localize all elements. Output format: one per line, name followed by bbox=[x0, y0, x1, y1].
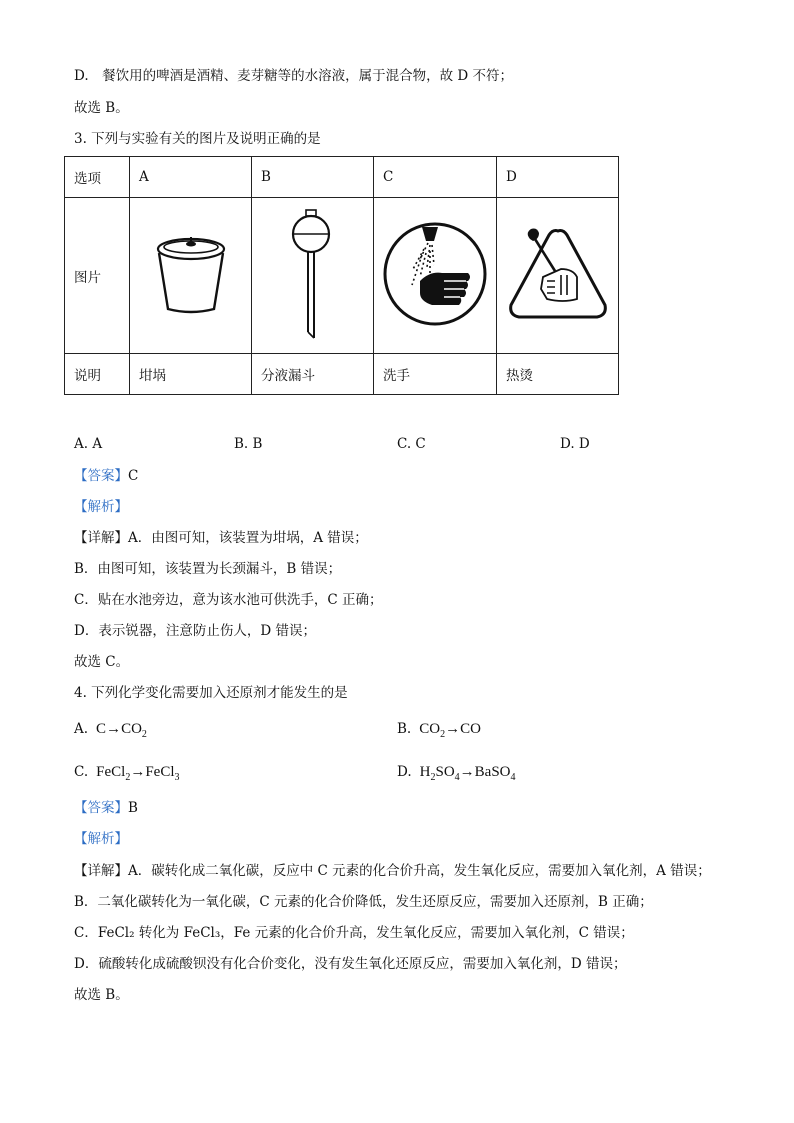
formula-subscript: 2 bbox=[125, 772, 131, 783]
q3-detail-line: C．贴在水池旁边，意为该水池可供洗手，C 正确； bbox=[74, 592, 383, 608]
hot-warning-icon bbox=[503, 219, 613, 329]
formula-from: H bbox=[419, 764, 431, 780]
hand-wash-icon bbox=[380, 219, 490, 329]
q3-stem: 3. 下列与实验有关的图片及说明正确的是 bbox=[74, 131, 321, 147]
option-label: A. bbox=[74, 721, 89, 737]
formula-subscript: 2 bbox=[430, 772, 436, 783]
q4-option-b bbox=[397, 720, 481, 744]
option-label: B. bbox=[397, 721, 412, 737]
q4-detail-line: D．硫酸转化成硫酸钡没有化合价变化，没有发生氧化还原反应，需要加入氧化剂，D 错误； bbox=[74, 956, 627, 972]
answer-label: 【答案】 bbox=[74, 468, 128, 484]
answer-value: C bbox=[128, 468, 139, 484]
formula-subscript: 2 bbox=[440, 729, 446, 740]
q3-choice-b: B. B bbox=[234, 436, 263, 452]
table-header-cell: C bbox=[374, 157, 497, 198]
q3-choice-c: C. C bbox=[397, 436, 426, 452]
funnel-icon bbox=[278, 204, 348, 344]
q4-option-d bbox=[397, 763, 516, 787]
formula-from: CO bbox=[419, 721, 441, 737]
formula-from: C bbox=[96, 721, 107, 737]
table-header-cell: 选项 bbox=[65, 157, 130, 198]
q3-answer bbox=[74, 467, 138, 485]
formula-to: CO bbox=[460, 721, 481, 737]
table-header-cell: B bbox=[252, 157, 374, 198]
crucible-icon bbox=[151, 229, 231, 319]
reaction-arrow: → bbox=[130, 764, 146, 780]
q4-option-a bbox=[74, 720, 147, 744]
q4-detail-line: C．FeCl₂ 转化为 FeCl₃，Fe 元素的化合价升高，发生氧化反应，需要加入氧化剂，C 错误； bbox=[74, 925, 634, 941]
q4-detail-line: B．二氧化碳转化为一氧化碳，C 元素的化合价降低，发生还原反应，需要加入还原剂，B 正确； bbox=[74, 894, 653, 910]
q4-option-c bbox=[74, 763, 180, 787]
formula-subscript: 3 bbox=[174, 772, 180, 783]
formula-to: BaSO bbox=[474, 764, 511, 780]
q3-detail-line: B．由图可知，该装置为长颈漏斗，B 错误； bbox=[74, 561, 342, 577]
q3-detail-line: 【详解】A．由图可知，该装置为坩埚，A 错误； bbox=[74, 530, 368, 546]
formula-subscript: 4 bbox=[454, 772, 460, 783]
formula-to: CO bbox=[121, 721, 142, 737]
row-label-image: 图片 bbox=[65, 198, 130, 354]
cell-image-d bbox=[497, 198, 619, 354]
q3-conclusion: 故选 C。 bbox=[74, 654, 130, 670]
table-header-cell: A bbox=[130, 157, 252, 198]
q4-analysis-label: 【解析】 bbox=[74, 831, 128, 847]
formula-to: FeCl bbox=[145, 764, 175, 780]
formula-subscript: 4 bbox=[510, 772, 516, 783]
table-cell-desc: 洗手 bbox=[374, 354, 497, 395]
q3-choice-a: A. A bbox=[74, 436, 103, 452]
answer-value: B bbox=[128, 800, 138, 816]
prev-line-d: D. 餐饮用的啤酒是酒精、麦芽糖等的水溶液，属于混合物，故 D 不符； bbox=[74, 68, 514, 84]
reaction-arrow: → bbox=[445, 721, 461, 737]
reaction-arrow: → bbox=[106, 721, 122, 737]
formula-from-mid: SO bbox=[435, 764, 455, 780]
answer-label: 【答案】 bbox=[74, 800, 128, 816]
q3-analysis-label: 【解析】 bbox=[74, 499, 128, 515]
table-cell-desc: 坩埚 bbox=[130, 354, 252, 395]
cell-image-b bbox=[252, 198, 374, 354]
table-cell-desc: 分液漏斗 bbox=[252, 354, 374, 395]
reaction-arrow: → bbox=[459, 764, 475, 780]
q3-choice-d: D. D bbox=[560, 436, 590, 452]
table-header-cell: D bbox=[497, 157, 619, 198]
cell-image-a bbox=[130, 198, 252, 354]
q4-stem: 4. 下列化学变化需要加入还原剂才能发生的是 bbox=[74, 685, 348, 701]
q4-detail-line: 【详解】A．碳转化成二氧化碳，反应中 C 元素的化合价升高，发生氧化反应，需要加入氧化剂，A 错误； bbox=[74, 863, 711, 879]
cell-image-c bbox=[374, 198, 497, 354]
q3-detail-line: D．表示锐器，注意防止伤人，D 错误； bbox=[74, 623, 316, 639]
formula-from: FeCl bbox=[96, 764, 126, 780]
q4-conclusion: 故选 B。 bbox=[74, 987, 129, 1003]
row-label-desc: 说明 bbox=[65, 354, 130, 395]
formula-subscript: 2 bbox=[141, 729, 147, 740]
prev-conclusion: 故选 B。 bbox=[74, 100, 129, 116]
option-label: C. bbox=[74, 764, 89, 780]
table-cell-desc: 热烫 bbox=[497, 354, 619, 395]
option-label: D. bbox=[397, 764, 412, 780]
q4-answer bbox=[74, 799, 138, 817]
q3-options-table bbox=[64, 156, 619, 395]
